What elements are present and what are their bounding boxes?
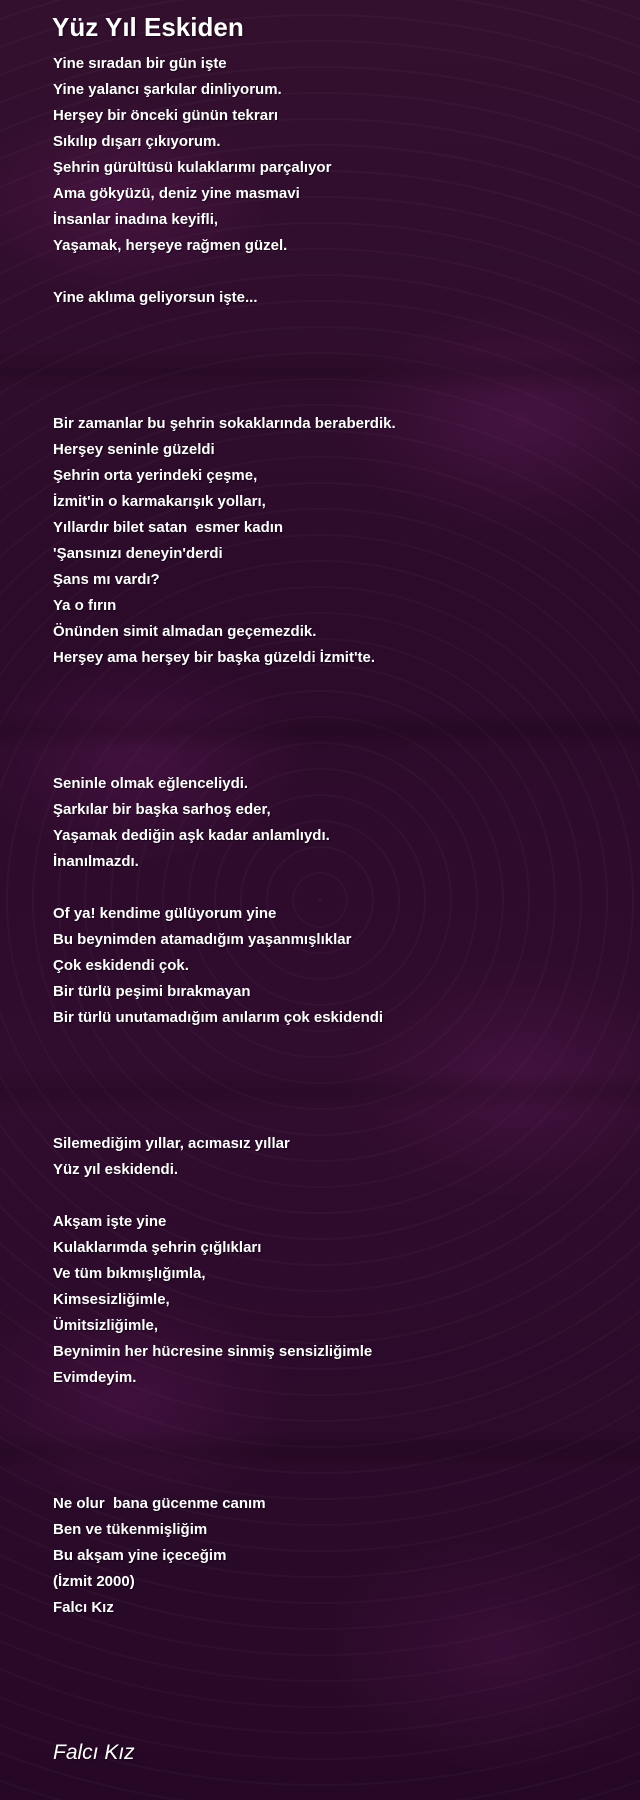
poem-line: Bu akşam yine içeceğim	[53, 1547, 227, 1564]
poem-author: Falcı Kız	[53, 1741, 135, 1764]
background-band	[0, 1430, 640, 1472]
poem-line: Şehrin gürültüsü kulaklarımı parçalıyor	[53, 159, 332, 176]
poem-line: Herşey ama herşey bir başka güzeldi İzmit'te.	[53, 649, 376, 666]
poem-line: Seninle olmak eğlenceliydi.	[53, 775, 249, 792]
poem-line: Bu beynimden atamadığım yaşanmışlıklar	[53, 931, 352, 948]
poem-line: İnanılmazdı.	[53, 853, 139, 870]
poem-line: Şehrin orta yerindeki çeşme,	[53, 467, 258, 484]
poem-line: Ne olur bana gücenme canım	[53, 1495, 266, 1512]
background-band	[0, 1070, 640, 1112]
poem-line: Falcı Kız	[53, 1599, 114, 1616]
poem-line: Bir zamanlar bu şehrin sokaklarında beraberdik.	[53, 415, 396, 432]
poem-line: Yine yalancı şarkılar dinliyorum.	[53, 81, 282, 98]
poem-line: Ve tüm bıkmışlığımla,	[53, 1265, 206, 1282]
poem-stanza-2	[53, 411, 396, 671]
poem-line: Herşey seninle güzeldi	[53, 441, 215, 458]
background-band	[0, 350, 640, 392]
poem-line	[53, 259, 331, 285]
poem-line: Yıllardır bilet satan esmer kadın	[53, 519, 284, 536]
poem-line: Sıkılıp dışarı çıkıyorum.	[53, 133, 221, 150]
poem-line	[53, 1183, 372, 1209]
poem-line: Ya o fırın	[53, 597, 117, 614]
poem-line: Yüz yıl eskidendi.	[53, 1161, 179, 1178]
poem-line: Evimdeyim.	[53, 1369, 137, 1386]
poem-line: Akşam işte yine	[53, 1213, 167, 1230]
poem-line: Önünden simit almadan geçemezdik.	[53, 623, 317, 640]
poem-line: Kimsesizliğimle,	[53, 1291, 170, 1308]
poem-line: 'Şansınızı deneyin'derdi	[53, 545, 223, 562]
poem-line: Ama gökyüzü, deniz yine masmavi	[53, 185, 300, 202]
poem-line: Yaşamak, herşeye rağmen güzel.	[53, 237, 288, 254]
poem-line: İzmit'in o karmakarışık yolları,	[53, 493, 266, 510]
poem-line: Silemediğim yıllar, acımasız yıllar	[53, 1135, 290, 1152]
poem-line: Çok eskidendi çok.	[53, 957, 189, 974]
poem-line: Herşey bir önceki günün tekrarı	[53, 107, 279, 124]
poem-line: Bir türlü peşimi bırakmayan	[53, 983, 251, 1000]
poem-line: Yine sıradan bir gün işte	[53, 55, 227, 72]
poem-line: İnsanlar inadına keyifli,	[53, 211, 219, 228]
poem-line: Kulaklarımda şehrin çığlıkları	[53, 1239, 262, 1256]
poem-line: Şans mı vardı?	[53, 571, 160, 588]
poem-line: Yine aklıma geliyorsun işte...	[53, 289, 258, 306]
poem-line: (İzmit 2000)	[53, 1573, 135, 1590]
poem-line: Ben ve tükenmişliğim	[53, 1521, 208, 1538]
poem-stanza-1	[53, 51, 331, 311]
poem-stanza-5	[53, 1491, 266, 1621]
poem-line: Şarkılar bir başka sarhoş eder,	[53, 801, 271, 818]
poem-line: Yaşamak dediğin aşk kadar anlamlıydı.	[53, 827, 330, 844]
poem-line: Bir türlü unutamadığım anılarım çok eskidendi	[53, 1009, 384, 1026]
background-band	[0, 710, 640, 752]
poem-line	[53, 875, 383, 901]
poem-title: Yüz Yıl Eskiden	[52, 12, 244, 42]
poem-line: Beynimin her hücresine sinmiş sensizliğimle	[53, 1343, 373, 1360]
poem-line: Ümitsizliğimle,	[53, 1317, 159, 1334]
poem-line: Of ya! kendime gülüyorum yine	[53, 905, 277, 922]
poem-stanza-3	[53, 771, 383, 1031]
poem-stanza-4	[53, 1131, 372, 1391]
